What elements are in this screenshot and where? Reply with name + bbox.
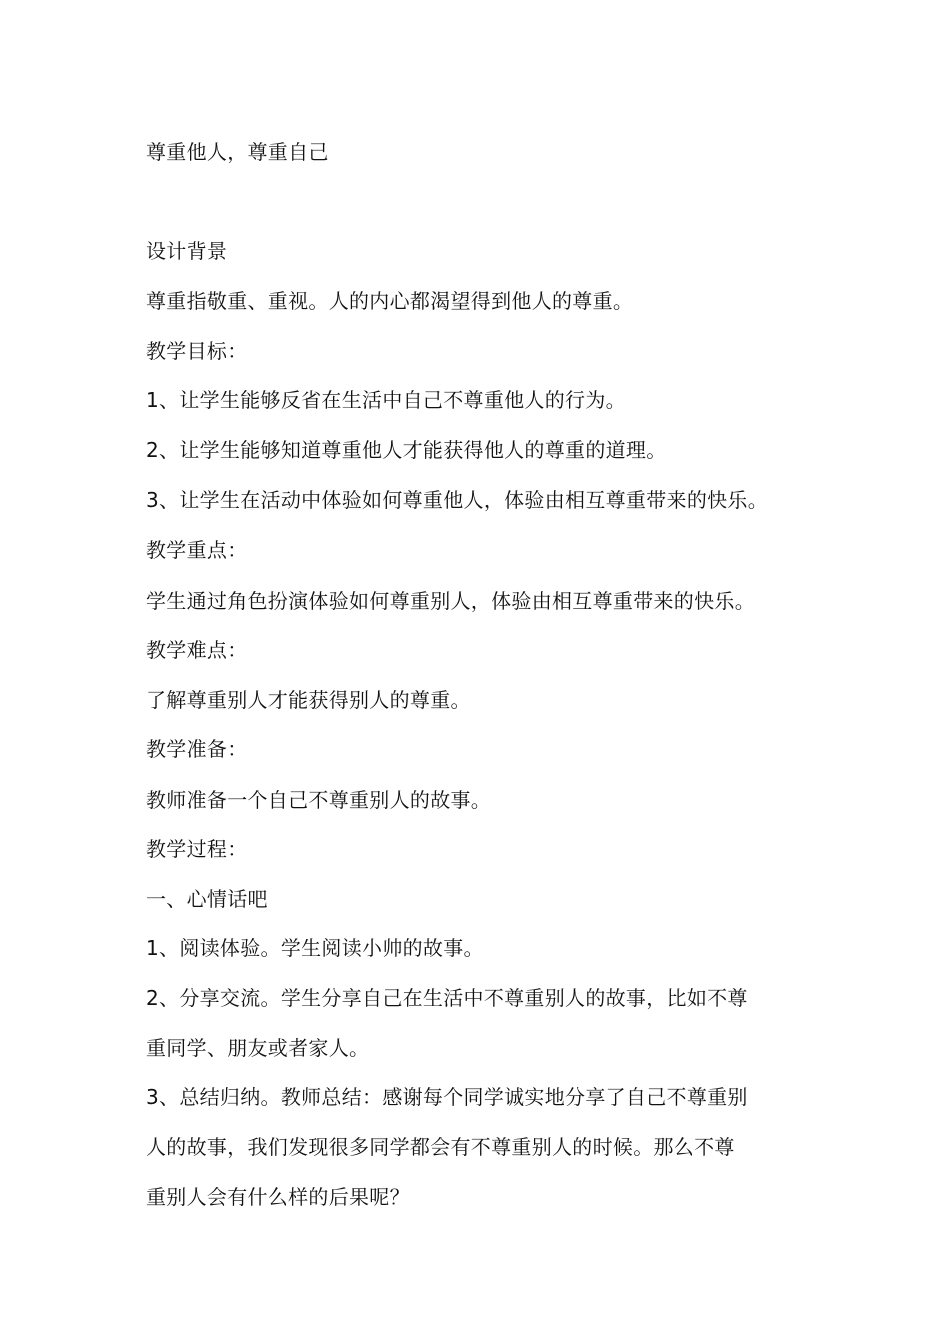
preparation-text: 教师准备一个自己不尊重别人的故事。 (146, 788, 492, 812)
key-point-text: 学生通过角色扮演体验如何尊重别人，体验由相互尊重带来的快乐。 (146, 589, 755, 613)
background-heading: 设计背景 (146, 239, 228, 263)
document-title: 尊重他人，尊重自己 (146, 140, 329, 164)
process-step-line: 重同学、朋友或者家人。 (146, 1036, 370, 1060)
process-heading: 教学过程： (146, 837, 248, 861)
section-heading: 一、心情话吧 (146, 887, 268, 911)
process-step-line: 3、总结归纳。教师总结：感谢每个同学诚实地分享了自己不尊重别 (146, 1085, 748, 1109)
process-step-line: 人的故事，我们发现很多同学都会有不尊重别人的时候。那么不尊 (146, 1135, 735, 1159)
difficulty-heading: 教学难点： (146, 638, 248, 662)
goals-heading: 教学目标： (146, 339, 248, 363)
goal-item: 2、让学生能够知道尊重他人才能获得他人的尊重的道理。 (146, 438, 667, 462)
key-point-heading: 教学重点： (146, 538, 248, 562)
process-step-line: 重别人会有什么样的后果呢？ (146, 1185, 410, 1209)
preparation-heading: 教学准备： (146, 737, 248, 761)
difficulty-text: 了解尊重别人才能获得别人的尊重。 (146, 688, 471, 712)
process-step-line: 1、阅读体验。学生阅读小帅的故事。 (146, 936, 484, 960)
goal-item: 1、让学生能够反省在生活中自己不尊重他人的行为。 (146, 388, 626, 412)
goal-item: 3、让学生在活动中体验如何尊重他人，体验由相互尊重带来的快乐。 (146, 488, 769, 512)
process-step-line: 2、分享交流。学生分享自己在生活中不尊重别人的故事，比如不尊 (146, 986, 748, 1010)
background-text: 尊重指敬重、重视。人的内心都渴望得到他人的尊重。 (146, 289, 634, 313)
